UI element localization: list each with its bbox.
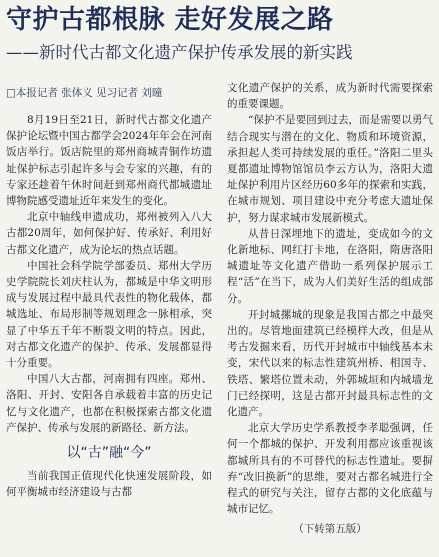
article-paragraph: 北京中轴线申遗成功，郑州被列入八大古都20周年，如何保护好、传承好、利用好古都文化遗产，成为论坛的热点话题。 xyxy=(6,211,212,256)
article-paragraph-continued: 文化遗产保护的关系，成为新时代需要探索的重要课题。 xyxy=(227,82,433,111)
article-column-right xyxy=(227,80,433,538)
continued-note: （下转第五版） xyxy=(293,523,367,536)
article-paragraph: 北京大学历史学系教授李孝聪强调，任何一个都城的保护、开发利用都应该重视该都城所具有的不可替代的标志性遗址。要摒弃“改旧换新”的思维，要对古都名城进行全程式的研究与关注，留存古都的文化底蕴与城市记忆。 xyxy=(227,422,433,516)
article-column-left xyxy=(6,112,212,500)
subheadline: ——新时代古都文化遗产保护传承发展的新实践 xyxy=(6,43,353,62)
headline: 守护古都根脉 走好发展之路 xyxy=(6,5,334,35)
article-paragraph: 中国社会科学院学部委员、郑州大学历史学院院长刘庆柱认为，都城是中华文明形成与发展过程中最具代表性的物化载体，都城选址、布局形制等规划理念一脉相承，突显了中华五千年不断裂文明的特点。因此，对古都文化遗产的保护、传承、发展都显得十分重要。 xyxy=(6,259,212,370)
article-paragraph: 中国八大古都，河南拥有四座。郑州、洛阳、开封、安阳各自承载着丰富的历史记忆与文化遗产，也都在积极探索古都文化遗产保护、传承与发展的新路径、新方法。 xyxy=(6,373,212,434)
article-paragraph: 8月19日至21日，新时代古都文化遗产保护论坛暨中国古都学会2024年年会在河南饭店举行。饭店院里的郑州商城青铜作坊遗址保护标志引起许多与会专家的兴趣，有的专家还趁着午休时间赶到郑州商代都城遗址博物院感受遗址近年来发生的变化。 xyxy=(6,114,212,208)
section-heading: 以“古”融“今” xyxy=(66,445,152,462)
article-paragraph: 开封城摞城的现象是我国古都之中最突出的。尽管地面建筑已经模样大改，但是从考古发掘来看，历代开封城市中轴线基本未变，宋代以来的标志性建筑州桥、相国寺、铁塔、繁塔位置未动，外郭城垣和内城墙龙门已经探明，这是古都开封最具标志性的文化遗产。 xyxy=(227,308,433,419)
article-paragraph: “保护不是要回到过去，而是需要以勇气结合现实与潜在的文化、物质和环境资源，承担起人类可持续发展的重任。”洛阳二里头夏都遗址博物馆馆员李云方认为，洛阳大遗址保护利用片区经历60多年的探索和实践，在城市规划、项目建设中充分考虑大遗址保护，努力谋求城市发展新模式。 xyxy=(227,114,433,224)
byline: □本报记者 张体义 见习记者 刘曈 xyxy=(6,87,163,99)
article-paragraph: 从昔日深埋地下的遗址，变成如今的文化新地标、网红打卡地，在洛阳，隋唐洛阳城遗址等文化遗产借助一系列保护展示工程“活”在当下，成为人们美好生活的组成部分。 xyxy=(227,227,433,305)
article-paragraph: 当前我国正值现代化快速发展阶段，如何平衡城市经济建设与古都 xyxy=(6,470,212,499)
